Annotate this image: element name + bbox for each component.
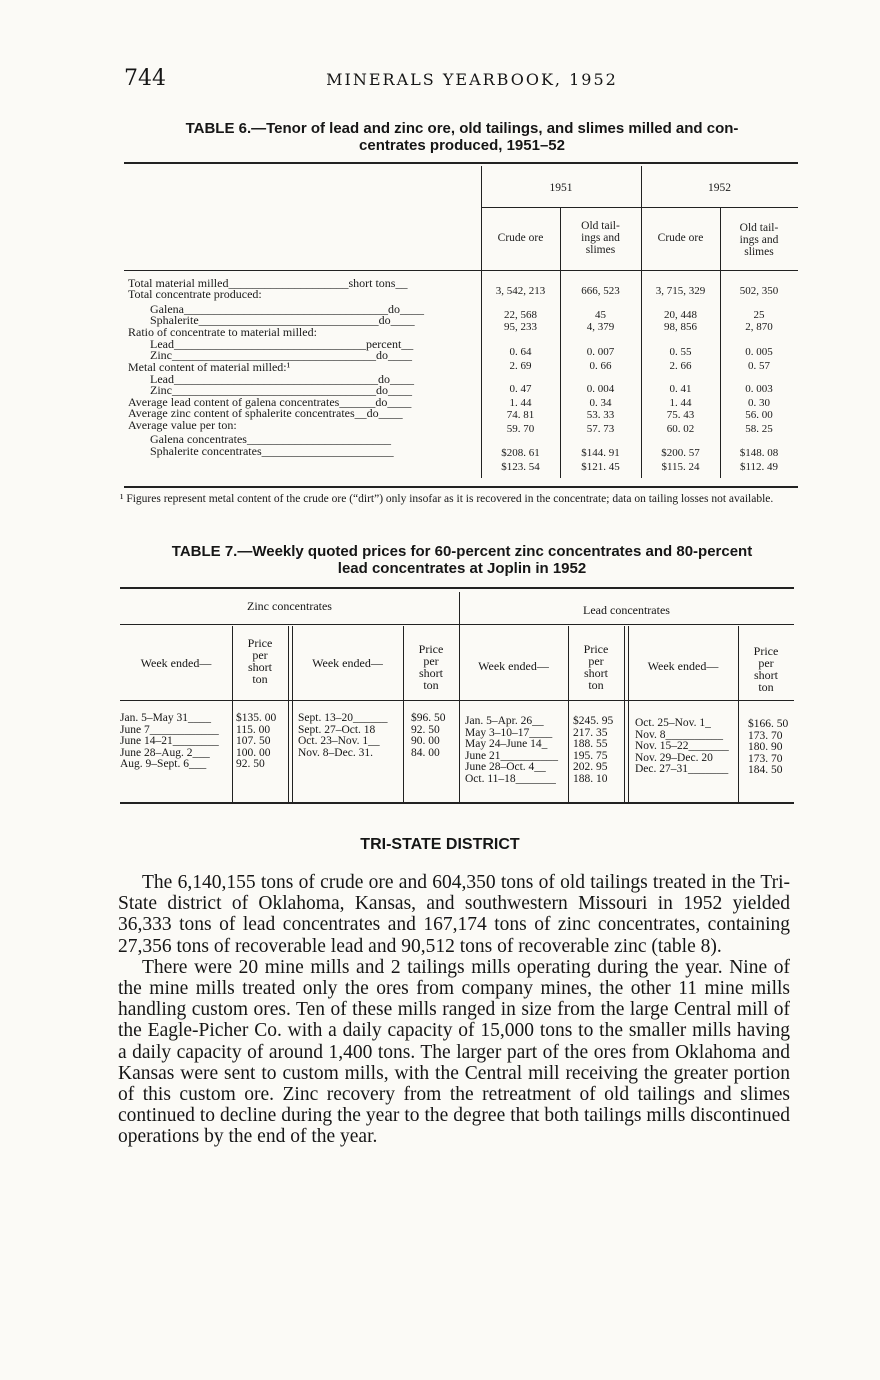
- table6-year-1952: 1952: [708, 182, 731, 194]
- table6-cell: 4, 379: [586, 321, 615, 333]
- table6-cell: 95, 233: [504, 321, 537, 333]
- table7-zinc-price-header-2: Price per short ton: [418, 642, 444, 692]
- table7-cell: 90. 00: [411, 735, 440, 747]
- table6-cell: 60. 02: [666, 423, 695, 435]
- table7-cell: 202. 95: [573, 761, 608, 773]
- table6-row-label: Sphalerite______________________________do____: [150, 313, 415, 327]
- table6-row-label: Lead________________________________percent__: [150, 337, 414, 351]
- table6-cell: $112. 49: [739, 461, 779, 473]
- table7-cell: 84. 00: [411, 746, 440, 759]
- table6-cell: 0. 55: [669, 346, 692, 358]
- table7-cell: Sept. 13–20______: [298, 712, 388, 724]
- table7-cell: 173. 70: [748, 729, 783, 742]
- table7-cell: 180. 90: [748, 741, 783, 753]
- table6-row-label: Sphalerite concentrates______________________: [150, 444, 394, 458]
- table7-cell: Nov. 29–Dec. 20: [635, 751, 713, 764]
- table6-footnote: ¹ Figures represent metal content of the crude ore (“dirt”) only insofar as it is recovered in the concentrate; data on tailing losses not available.: [120, 493, 774, 505]
- table7-cell: 107. 50: [236, 735, 271, 747]
- table6-cell: $123. 54: [501, 461, 540, 473]
- table7-lead-prices-2: [748, 719, 788, 777]
- table6-cell: 57. 73: [586, 423, 615, 435]
- table7-title: [122, 543, 802, 577]
- table7-lead-weeks-2: [635, 718, 729, 776]
- table7-cell: Sept. 27–Oct. 18: [298, 723, 376, 736]
- table6-row-label: Average lead content of galena concentrates______do____: [128, 395, 412, 409]
- paragraph-2: There were 20 mine mills and 2 tailings mills operating during the year. Nine of the mine mills treated only the ores from company mines, the other 11 mine mills handling custom ores. Ten of these mills ranged in size from the large Central mill of the Eagle-Picher Co. with a daily capacity of 15,000 tons to the smaller mills having a daily capacity of around 1,400 tons. The larger part of the ores from Oklahoma and Kansas were sent to custom mills, with the Central mill receiving the greater portion of this custom ore. Zinc recovery from the retreatment of old tailings and slimes continued to decline during the year to the degree that both tailings mills discontinued operations by the end of the year.: [118, 956, 790, 1148]
- table6-cell: 0. 003: [745, 383, 773, 395]
- body-text: [118, 872, 790, 1148]
- table7-zinc-prices-1: [236, 713, 276, 771]
- table7-cell: June 28–Aug. 2___: [120, 746, 210, 759]
- table7-title-line2: lead concentrates at Joplin in 1952: [337, 560, 587, 577]
- table7-cell: 92. 50: [411, 723, 440, 736]
- table7-cell: June 7____________: [120, 723, 219, 736]
- table6-cell: 45: [595, 309, 606, 321]
- table6-cell: 0. 005: [745, 346, 773, 358]
- table7-cell: $135. 00: [236, 712, 277, 724]
- table6-title: [122, 120, 802, 154]
- table7-zinc-weeks-2: [298, 713, 387, 759]
- table6-row-label: Average zinc content of sphalerite concentrates__do____: [128, 406, 403, 420]
- table6-cell: 502, 350: [739, 285, 779, 297]
- table7-cell: Oct. 23–Nov. 1__: [298, 735, 380, 747]
- table7-cell: May 24–June 14_: [465, 738, 548, 750]
- table6-row-label: Total material milled____________________short tons__: [128, 276, 408, 290]
- table6-row-label: Zinc__________________________________do____: [150, 383, 412, 397]
- table7-zinc-week-header-2: Week ended—: [312, 656, 383, 670]
- table6-row-label: Galena concentrates________________________: [150, 432, 391, 446]
- table6-cell: 53. 33: [586, 409, 615, 421]
- table7-cell: 115. 00: [236, 723, 271, 736]
- table6-cell: 59. 70: [506, 423, 535, 435]
- paragraph-1: The 6,140,155 tons of crude ore and 604,350 tons of old tailings treated in the Tri-State district of Oklahoma, Kansas, and southwestern Missouri in 1952 yielded 36,333 tons of lead concentrates and 167,174 tons of zinc concentrates, containing 27,356 tons of recoverable lead and 90,512 tons of recoverable zinc (table 8).: [118, 872, 790, 957]
- table7-zinc-weeks-1: [120, 713, 219, 771]
- table7-cell: 188. 10: [573, 772, 608, 785]
- table7-title-line1: TABLE 7.—Weekly quoted prices for 60-percent zinc concentrates and 80-percent: [171, 543, 753, 560]
- table7-cell: Aug. 9–Sept. 6___: [120, 758, 207, 770]
- table7-zinc-price-header-1: Price per short ton: [247, 636, 273, 686]
- table7-cell: 217. 35: [573, 726, 608, 739]
- table6-cell: 1. 44: [509, 397, 532, 409]
- table6-cell: $208. 61: [501, 447, 540, 459]
- table7-group-lead: Lead concentrates: [583, 603, 670, 617]
- table7-cell: 100. 00: [236, 746, 271, 759]
- table7-cell: Dec. 27–31_______: [635, 763, 729, 775]
- table6-cell: 0. 30: [748, 397, 770, 409]
- table6-title-line2: centrates produced, 1951–52: [359, 137, 565, 154]
- table6-cell: 0. 64: [509, 346, 532, 358]
- table7-cell: Oct. 11–18_______: [465, 772, 556, 785]
- table6-row-label: Metal content of material milled:¹: [128, 360, 291, 374]
- table7-cell: June 28–Oct. 4__: [465, 761, 546, 773]
- table6-cell: 3, 715, 329: [655, 285, 706, 297]
- table6-row-label: Ratio of concentrate to material milled:: [128, 325, 317, 339]
- table6-cell: 74. 81: [506, 409, 535, 421]
- table6-cell: 0. 34: [589, 397, 612, 409]
- table7-cell: 184. 50: [748, 764, 783, 776]
- table6-cell: 0. 007: [586, 346, 615, 358]
- table7-cell: 195. 75: [573, 749, 608, 762]
- table7-zinc-week-header-1: Week ended—: [140, 656, 212, 670]
- page-number: 744: [124, 66, 166, 91]
- table7-cell: 92. 50: [236, 758, 265, 770]
- table6-cell: 22, 568: [504, 309, 537, 321]
- table6-cell: $148. 08: [739, 447, 779, 459]
- table6-cell: $200. 57: [661, 447, 700, 459]
- table6-cell: 0. 004: [586, 383, 615, 395]
- table7-cell: June 21__________: [465, 749, 558, 762]
- table6-row-label: Galena__________________________________do____: [150, 302, 424, 316]
- table6-year-1951: 1951: [549, 182, 573, 194]
- table6-cell: 75. 43: [666, 409, 695, 421]
- table7-group-zinc: Zinc concentrates: [247, 599, 332, 613]
- table6-cell: 0. 66: [589, 360, 612, 372]
- table6-col-old-1952: Old tail- ings and slimes: [739, 222, 779, 258]
- table6-cell: 0. 47: [509, 383, 532, 395]
- table6-cell: 2. 66: [669, 360, 692, 372]
- table6-cell: 2. 69: [509, 360, 532, 372]
- table6-row-label: Zinc__________________________________do____: [150, 348, 412, 362]
- table6-col-crude-1952: Crude ore: [657, 232, 704, 244]
- table7-zinc-prices-2: [411, 713, 446, 759]
- table6-row-label: Average value per ton:: [128, 418, 237, 432]
- table7-cell: Oct. 25–Nov. 1_: [635, 717, 711, 729]
- table6-col-crude-1951: Crude ore: [497, 232, 544, 244]
- table6-title-line1: TABLE 6.—Tenor of lead and zinc ore, old tailings, and slimes milled and con-: [185, 120, 739, 137]
- table6-cell: 25: [753, 309, 765, 321]
- table6-col-old-1951: Old tail- ings and slimes: [581, 220, 620, 256]
- table6-cell: 2, 870: [745, 321, 773, 333]
- table7-cell: Nov. 8–Dec. 31.: [298, 746, 373, 759]
- table6-cell: 58. 25: [745, 423, 773, 435]
- section-title: TRI-STATE DISTRICT: [360, 836, 520, 853]
- page-header: [124, 66, 800, 92]
- table7-cell: Nov. 8__________: [635, 728, 724, 741]
- table7-lead-price-header-1: Price per short ton: [583, 642, 609, 692]
- table6-cell: 20, 448: [664, 309, 697, 321]
- table6-row-label: Lead__________________________________do____: [150, 372, 414, 386]
- table7-lead-weeks-1: [465, 716, 558, 785]
- table6-cell: $121. 45: [581, 461, 620, 473]
- table7-cell: Nov. 15–22_______: [635, 740, 729, 752]
- table7-cell: $245. 95: [573, 715, 614, 727]
- table7-cell: June 14–21________: [120, 735, 219, 747]
- table7-cell: $166. 50: [748, 718, 789, 730]
- table7-cell: $96. 50: [411, 712, 446, 724]
- table7-lead-prices-1: [573, 716, 613, 785]
- table6-cell: $115. 24: [661, 461, 700, 473]
- table6-cell: 1. 44: [669, 397, 692, 409]
- table6-cell: 0. 57: [748, 360, 770, 372]
- running-title: MINERALS YEARBOOK, 1952: [326, 70, 618, 89]
- table6-cell: 666, 523: [581, 285, 620, 297]
- table7-cell: 173. 70: [748, 752, 783, 765]
- table6-cell: $144. 91: [581, 447, 620, 459]
- table6-cell: 0. 41: [669, 383, 692, 395]
- table6-cell: 56. 00: [745, 409, 773, 421]
- table6-cell: 3, 542, 213: [495, 285, 546, 297]
- table7-lead-price-header-2: Price per short ton: [753, 644, 779, 694]
- table7-lead-week-header-1: Week ended—: [478, 659, 549, 673]
- table6-row-label: Total concentrate produced:: [128, 287, 262, 301]
- table7-cell: Jan. 5–May 31____: [120, 712, 212, 724]
- table6-cell: 98, 856: [664, 321, 697, 333]
- table7-cell: Jan. 5–Apr. 26__: [465, 715, 544, 727]
- table7-cell: 188. 55: [573, 738, 608, 750]
- table7-cell: May 3–10–17____: [465, 726, 553, 739]
- table7-lead-week-header-2: Week ended—: [647, 659, 719, 673]
